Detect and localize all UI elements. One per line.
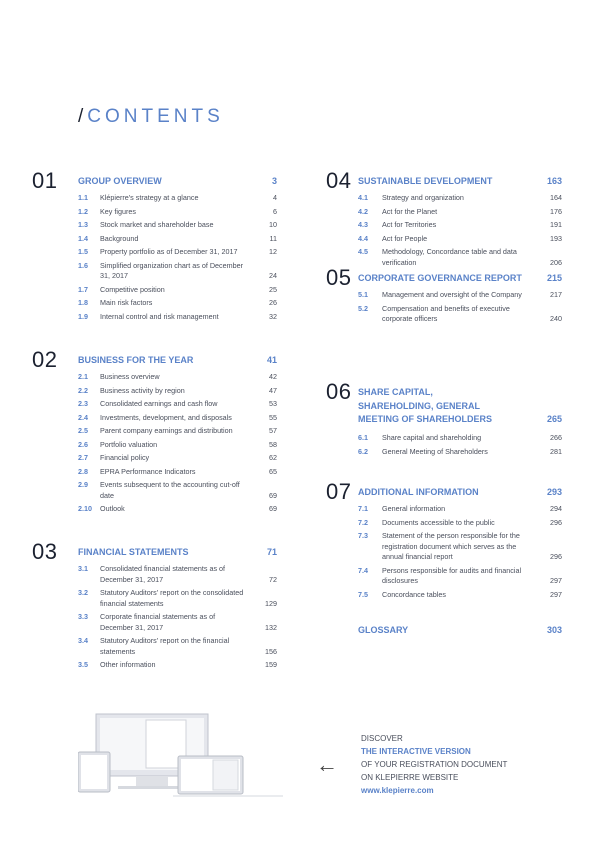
arrow-left-icon: ← <box>316 752 338 777</box>
entry-number: 4.2 <box>358 206 368 216</box>
section-02 <box>32 347 277 518</box>
toc-entry[interactable] <box>326 566 562 587</box>
section-07 <box>326 479 562 603</box>
section-page: 3 <box>271 176 277 186</box>
entry-number: 2.5 <box>78 426 88 435</box>
entry-number: 3.3 <box>78 612 88 621</box>
toc-entry[interactable] <box>326 590 562 601</box>
title-slash: / <box>78 106 86 127</box>
entry-page: 156 <box>265 646 277 656</box>
section-header[interactable] <box>32 168 277 193</box>
entry-number: 2.9 <box>78 480 88 489</box>
entry-text: Act for Territories <box>382 220 437 229</box>
toc-entry[interactable] <box>326 304 562 325</box>
entry-page: 129 <box>265 598 277 608</box>
section-05 <box>326 265 562 328</box>
discover-line: ON KLEPIERRE WEBSITE <box>361 773 459 782</box>
entry-number: 1.2 <box>78 206 88 216</box>
title-text: CONTENTS <box>87 106 224 127</box>
entry-text: Act for the Planet <box>382 206 438 216</box>
entry-number: 7.1 <box>358 504 368 513</box>
toc-entry[interactable] <box>326 290 562 301</box>
entry-text: Business activity by region <box>100 385 185 395</box>
entry-text: Events subsequent to the accounting cut-off date <box>100 480 240 500</box>
toc-entry[interactable] <box>32 285 277 296</box>
entry-text: General Meeting of Shareholders <box>382 446 488 456</box>
entry-text: Portfolio valuation <box>100 439 158 449</box>
toc-entry[interactable] <box>32 612 277 633</box>
entry-page: 6 <box>273 206 277 216</box>
entry-text: Klépierre's strategy at a glance <box>100 193 199 202</box>
discover-block <box>361 732 507 797</box>
entry-text: Concordance tables <box>382 589 446 599</box>
entry-text: Compensation and benefits of executive corporate officers <box>382 303 510 323</box>
entry-text: Property portfolio as of December 31, 2017 <box>100 247 238 256</box>
entry-text: Persons responsible for audits and financial disclosures <box>382 565 522 585</box>
toc-entry[interactable] <box>32 588 277 609</box>
entry-number: 1.4 <box>78 233 88 243</box>
entry-page: 53 <box>269 399 277 408</box>
section-page: 41 <box>266 355 277 365</box>
entry-number: 2.6 <box>78 439 88 449</box>
section-items <box>326 504 562 600</box>
toc-entry[interactable] <box>32 234 277 245</box>
entry-number: 3.4 <box>78 636 88 645</box>
entry-page: 296 <box>550 517 562 527</box>
toc-entry[interactable] <box>32 220 277 231</box>
entry-number: 7.4 <box>358 565 368 575</box>
entry-page: 281 <box>550 446 562 456</box>
section-header[interactable] <box>32 347 277 372</box>
section-header[interactable] <box>326 379 562 424</box>
section-title[interactable]: SHARE CAPITAL, SHAREHOLDING, GENERAL MEETING OF SHAREHOLDERS <box>358 387 493 424</box>
toc-entry[interactable] <box>32 312 277 323</box>
entry-number: 1.5 <box>78 247 88 256</box>
entry-number: 2.2 <box>78 385 88 395</box>
entry-text: Main risk factors <box>100 298 153 307</box>
toc-entry[interactable] <box>32 298 277 309</box>
entry-page: 47 <box>269 385 277 395</box>
entry-number: 6.2 <box>358 446 368 456</box>
entry-text: Methodology, Concordance table and data verification <box>382 247 517 267</box>
section-number: 03 <box>32 539 58 564</box>
entry-page: 132 <box>265 622 277 632</box>
entry-number: 4.1 <box>358 193 368 202</box>
section-items <box>32 193 277 322</box>
entry-page: 296 <box>550 552 562 561</box>
entry-page: 65 <box>269 466 277 476</box>
section-glossary <box>326 625 562 642</box>
entry-number: 3.5 <box>78 660 88 669</box>
section-01 <box>32 168 277 325</box>
website-link[interactable]: www.klepierre.com <box>361 786 434 795</box>
section-06 <box>326 379 562 460</box>
entry-number: 5.2 <box>358 303 368 313</box>
toc-entry[interactable] <box>32 207 277 218</box>
entry-text: Competitive position <box>100 284 165 294</box>
section-title[interactable]: GROUP OVERVIEW <box>78 176 162 186</box>
toc-entry[interactable] <box>32 193 277 204</box>
entry-text: Consolidated earnings and cash flow <box>100 399 218 408</box>
entry-number: 3.1 <box>78 564 88 573</box>
entry-number: 1.1 <box>78 193 88 202</box>
section-number: 05 <box>326 265 352 290</box>
toc-entry[interactable] <box>326 207 562 218</box>
section-number: 04 <box>326 168 352 193</box>
toc-entry[interactable] <box>32 399 277 410</box>
entry-page: 42 <box>269 372 277 381</box>
entry-number: 2.8 <box>78 466 88 476</box>
section-items <box>326 193 562 268</box>
entry-page: 297 <box>550 589 562 599</box>
section-items <box>32 564 277 671</box>
entry-page: 11 <box>269 233 277 243</box>
toc-entry[interactable] <box>326 531 562 563</box>
section-page: 215 <box>546 273 562 283</box>
entry-page: 32 <box>269 311 277 321</box>
entry-text: Corporate financial statements as of December 31, 2017 <box>100 612 216 632</box>
entry-page: 10 <box>269 220 277 229</box>
entry-text: Simplified organization chart as of December 31, 2017 <box>100 260 244 280</box>
section-header[interactable] <box>326 265 562 290</box>
toc-entry[interactable] <box>32 426 277 437</box>
entry-text: Background <box>100 233 139 243</box>
section-title[interactable]: ADDITIONAL INFORMATION <box>358 487 479 497</box>
toc-entry[interactable] <box>32 480 277 501</box>
entry-page: 25 <box>269 284 277 294</box>
toc-entry[interactable] <box>32 413 277 424</box>
section-items <box>326 290 562 325</box>
entry-text: Investments, development, and disposals <box>100 412 232 422</box>
entry-number: 4.5 <box>358 247 368 256</box>
section-items <box>32 372 277 515</box>
toc-entry[interactable] <box>326 220 562 231</box>
toc-entry[interactable] <box>32 453 277 464</box>
entry-page: 58 <box>269 439 277 449</box>
section-header[interactable] <box>326 168 562 193</box>
entry-text: Stock market and shareholder base <box>100 220 214 229</box>
section-page: 71 <box>266 547 277 557</box>
toc-entry[interactable] <box>32 504 277 515</box>
entry-number: 5.1 <box>358 290 368 299</box>
section-number: 06 <box>326 379 352 404</box>
entry-text: Other information <box>100 660 156 669</box>
entry-text: Financial policy <box>100 453 150 462</box>
entry-page: 294 <box>550 504 562 513</box>
toc-entry[interactable] <box>32 440 277 451</box>
entry-number: 1.7 <box>78 284 88 294</box>
entry-text: Share capital and shareholding <box>382 433 482 442</box>
entry-text: Parent company earnings and distribution <box>100 426 233 435</box>
entry-text: General information <box>382 504 446 513</box>
entry-number: 7.5 <box>358 589 368 599</box>
toc-entry[interactable] <box>326 193 562 204</box>
section-number: 01 <box>32 168 58 193</box>
entry-number: 1.9 <box>78 311 88 321</box>
entry-number: 7.2 <box>358 517 368 527</box>
entry-number: 1.8 <box>78 298 88 307</box>
entry-number: 2.3 <box>78 399 88 408</box>
section-title[interactable]: GLOSSARY <box>358 625 409 635</box>
entry-number: 1.3 <box>78 220 88 229</box>
section-page: 265 <box>546 414 562 424</box>
entry-text: Internal control and risk management <box>100 311 219 321</box>
entry-page: 206 <box>550 257 562 267</box>
entry-page: 266 <box>550 433 562 442</box>
toc-entry[interactable] <box>32 261 277 282</box>
entry-text: Statutory Auditors' report on the financial statements <box>100 636 230 656</box>
section-number: 02 <box>32 347 58 372</box>
entry-text: Business overview <box>100 372 160 381</box>
entry-number: 6.1 <box>358 433 368 442</box>
toc-entry[interactable] <box>326 433 562 444</box>
entry-page: 191 <box>550 220 562 229</box>
entry-page: 62 <box>269 453 277 462</box>
entry-page: 297 <box>550 576 562 585</box>
section-header[interactable] <box>32 539 277 564</box>
entry-number: 3.2 <box>78 588 88 597</box>
entry-page: 240 <box>550 314 562 323</box>
section-page: 303 <box>546 625 562 635</box>
toc-entry[interactable] <box>32 636 277 657</box>
section-header[interactable] <box>326 625 562 641</box>
section-header[interactable] <box>326 479 562 504</box>
section-title[interactable]: BUSINESS FOR THE YEAR <box>78 355 194 365</box>
entry-number: 7.3 <box>358 531 368 540</box>
entry-text: Statutory Auditors' report on the consolidated financial statements <box>100 588 244 608</box>
toc-entry[interactable] <box>326 518 562 529</box>
toc-entry[interactable] <box>326 247 562 268</box>
entry-page: 4 <box>273 193 277 202</box>
entry-page: 12 <box>269 247 277 256</box>
entry-page: 193 <box>550 233 562 243</box>
entry-text: Key figures <box>100 206 136 216</box>
entry-text: Act for People <box>382 233 428 243</box>
entry-page: 217 <box>550 290 562 299</box>
entry-number: 2.7 <box>78 453 88 462</box>
section-03 <box>32 539 277 674</box>
entry-page: 69 <box>269 490 277 500</box>
toc-entry[interactable] <box>32 467 277 478</box>
discover-line: OF YOUR REGISTRATION DOCUMENT <box>361 760 508 769</box>
entry-number: 4.4 <box>358 233 368 243</box>
entry-number: 1.6 <box>78 260 88 270</box>
entry-number: 2.4 <box>78 412 88 422</box>
discover-highlight: THE INTERACTIVE VERSION <box>361 747 471 756</box>
toc-entry[interactable] <box>326 504 562 515</box>
devices-illustration <box>78 712 283 797</box>
section-items <box>326 433 562 457</box>
entry-number: 4.3 <box>358 220 368 229</box>
entry-text: Consolidated financial statements as of December 31, 2017 <box>100 564 226 584</box>
section-title[interactable]: SUSTAINABLE DEVELOPMENT <box>358 176 493 186</box>
toc-entry[interactable] <box>32 660 277 671</box>
entry-text: Management and oversight of the Company <box>382 290 522 299</box>
entry-page: 57 <box>269 426 277 435</box>
entry-text: Documents accessible to the public <box>382 517 495 527</box>
entry-text: Statement of the person responsible for the registration document which serves as the annual financial report <box>382 531 520 561</box>
toc-entry[interactable] <box>32 247 277 258</box>
entry-text: EPRA Performance Indicators <box>100 466 196 476</box>
entry-page: 176 <box>550 206 562 216</box>
section-number: 07 <box>326 479 352 504</box>
entry-page: 164 <box>550 193 562 202</box>
section-page: 163 <box>546 176 562 186</box>
page-title <box>78 106 224 128</box>
entry-page: 26 <box>269 298 277 307</box>
entry-page: 72 <box>269 574 277 584</box>
toc-entry[interactable] <box>326 234 562 245</box>
toc-entry[interactable] <box>326 447 562 458</box>
section-04 <box>326 168 562 271</box>
section-title[interactable]: CORPORATE GOVERNANCE REPORT <box>358 273 522 283</box>
section-title[interactable]: FINANCIAL STATEMENTS <box>78 547 189 557</box>
toc-entry[interactable] <box>32 372 277 383</box>
discover-line: DISCOVER <box>361 734 403 743</box>
toc-entry[interactable] <box>32 564 277 585</box>
section-page: 293 <box>546 487 562 497</box>
entry-text: Strategy and organization <box>382 193 464 202</box>
toc-entry[interactable] <box>32 386 277 397</box>
entry-page: 69 <box>269 504 277 513</box>
entry-number: 2.1 <box>78 372 88 381</box>
entry-page: 24 <box>269 271 277 280</box>
entry-text: Outlook <box>100 504 125 513</box>
entry-page: 159 <box>265 660 277 669</box>
entry-number: 2.10 <box>78 504 92 513</box>
entry-page: 55 <box>269 412 277 422</box>
